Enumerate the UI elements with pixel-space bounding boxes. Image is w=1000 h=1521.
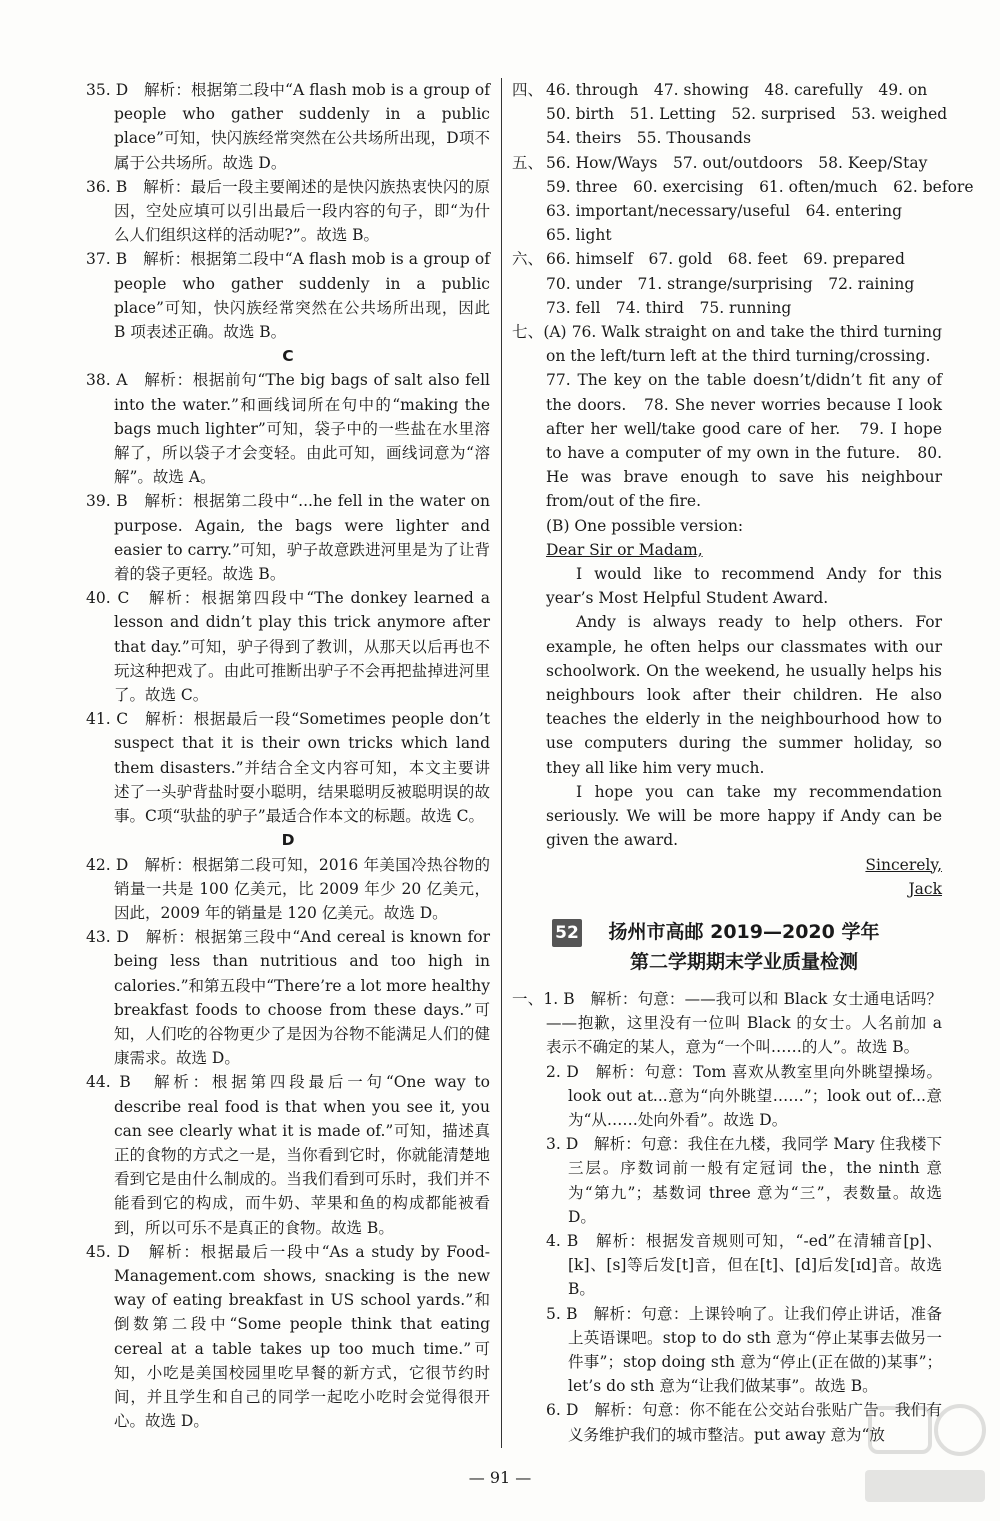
answer-item: 2. D 解析：句意：Tom 喜欢从教室里向外眺望操场。look out at...意为“向外眺望……”；look out of...意为“从……处向外看”。故选 D。 [546,1062,942,1129]
fill-answer-line [512,102,948,126]
part-lead: 六、 [512,250,544,269]
fill-answer-line [512,151,942,175]
fill-answer-line [512,78,942,102]
answer-item: 39. B 解析：根据第二段中“...he fell in the water on purpose. Again, the bags were lighter and easier to carry.”可知，驴子故意跌进河里是为了让背着的袋子更轻。故选 B。 [86,492,490,584]
part-lead [512,272,546,296]
section-answers [512,987,942,1447]
answer-text: 63. important/necessary/useful 64. entering [546,202,903,221]
left-answers [86,78,490,1433]
essay-paragraph: I would like to recommend Andy for this year’s Most Helpful Student Award. [546,565,942,608]
essay-closing [512,853,942,877]
section-number-badge: 52 [552,919,582,947]
part-heading: C [282,347,294,366]
section-header [512,917,942,977]
page-number: — 91 — [468,1468,532,1487]
part-lead [512,296,546,320]
version-label: (B) One possible version: [546,516,744,535]
closing-text: Sincerely, [865,855,942,874]
answer-item: 42. D 解析：根据第二段可知，2016 年美国冷热谷物的销量一共是 100 亿美元，比 2009 年少 20 亿美元，因此，2009 年的销量是 120 亿美元。故选 D。 [86,855,490,922]
fill-answer-line [512,296,942,320]
answer-text: 66. himself 67. gold 68. feet 69. prepared [546,250,905,269]
part-lead: 五、 [512,153,544,172]
essay-signature [512,877,942,901]
essay-body [512,562,942,852]
part-lead [512,199,546,223]
signature-text: Jack [908,879,942,898]
column-divider [501,78,502,1448]
essay-paragraph: Andy is always ready to help others. For example, he often helps our classmates with our schoolwork. On the weekend, he usually helps his neighbours look after their children. He also teaches the elderly in the neighbourhood how to use computers during the summer holiday, so they all like him very much. [546,613,942,777]
section-title-line1: 扬州市高邮 2019—2020 学年 [608,920,880,943]
fill-answer-line [512,126,942,150]
answer-item: 45. D 解析：根据最后一段中“As a study by Food-Management.com shows, snacking is the new way of eating breakfast in US school yards.”和倒数第二段中“Some people think that eating cereal at a table takes up too much time.”可知，小吃是美国校园里吃早餐的新方式，它很节约时间，并且学生和自己的同学一起吃小吃时会觉得很开心。故选 D。 [86,1242,490,1431]
right-column [512,78,974,1447]
answer-item: 4. B 解析：根据发音规则可知，“-ed”在清辅音[p]、[k]、[s]等后发[t]音，但在[t]、[d]后发[ɪd]音。故选 B。 [546,1231,942,1299]
fill-answer-line [512,199,942,223]
answer-item: 3. D 解析：句意：我住在九楼，我同学 Mary 住我楼下三层。序数词前一般有定冠词 the，the ninth 意为“第九”；基数词 three 意为“三”，表数量。故选 D。 [546,1135,942,1226]
answer-item: 38. A 解析：根据前句“The big bags of salt also fell into the water.”和画线词所在句中的“making the bags much lighter”可知，袋子中的一些盐在水里溶解了，所以袋子才会变轻。由此可知，画线词意为“溶解”。故选 A。 [86,371,490,487]
section-titles [594,917,894,977]
part-lead [512,126,546,150]
fill-blank-answers [512,78,974,320]
answer-text: 46. through 47. showing 48. carefully 49. on [546,81,928,99]
answer-text: 70. under 71. strange/surprising 72. raining [546,274,915,293]
fill-answer-line [512,175,974,199]
answer-item: 41. C 解析：根据最后一段“Sometimes people don’t suspect that it is their own tricks which land them disasters.”并结合全文内容可知，本文主要讲述了一头驴背盐时耍小聪明，结果聪明反被聪明误的故事。C项“驮盐的驴子”最适合作本文的标题。故选 C。 [86,710,490,826]
answer-item: 44. B 解析：根据第四段最后一句“One way to describe real food is that when you see it, you can see clearly what it is made of.”可知，描述真正的食物的方式之一是，当你看到它时，你就能清楚地看到它是由什么制成的。当我们看到可乐时，我们并不能看到它的构成，而牛奶、苹果和鱼的构成都能被看到，所以可乐不是真正的食物。故选 B。 [86,1073,490,1237]
seven-a-answer: 七、(A) 76. Walk straight on and take the third turning on the left/turn left at the third turning/crossing. [512,323,942,366]
greeting-text: Dear Sir or Madam, [546,540,703,559]
part-lead [512,175,546,199]
answer-text: 54. theirs 55. Thousands [546,129,752,148]
answer-item: 6. D 解析：句意：你不能在公交站台张贴广告。我们有义务维护我们的城市整洁。put away 意为“放 [546,1401,942,1444]
watermark-logo-icon [860,1400,990,1510]
essay-greeting [512,538,942,562]
part-lead [512,102,546,126]
fill-answer-line [512,247,942,271]
answer-item: 43. D 解析：根据第三段中“And cereal is known for being less than nutritious and too high in calories.”和第五段中“There’re a lot more healthy breakfast foods to choose from these days.”可知，人们吃的谷物更少了是因为谷物不能满足人们的健康需求。故选 D。 [86,928,490,1068]
answer-item: 一、1. B 解析：句意：——我可以和 Black 女士通电话吗？——抱歉，这里没有一位叫 Black 的女士。人名前加 a 表示不确定的某人，意为“一个叫……的人”。故选 B。 [512,989,942,1057]
part-lead [512,223,546,247]
fill-answer-line [512,223,942,247]
seven-a-rest: 77. The key on the table doesn’t/didn’t fit any of the doors. 78. She never worries because I look after her well/take good care of her. 79. I hope to have a computer of my own in the future. 80. He was brave enough to save his neighbour from/out of the fire. [546,371,942,511]
essay-paragraph: I hope you can take my recommendation seriously. We will be more happy if Andy can be given the award. [546,782,942,850]
answer-text: 65. light [546,226,612,245]
answer-item: 36. B 解析：最后一段主要阐述的是快闪族热衷快闪的原因，空处应填可以引出最后一段内容的句子，即“为什么人们组织这样的活动呢?”。故选 B。 [86,177,490,245]
part-lead: 四、 [512,81,544,99]
answer-item: 40. C 解析：根据第四段中“The donkey learned a lesson and didn’t play this trick anymore after that day.”可知，驴子得到了教训，从那天以后再也不玩这种把戏了。由此可推断出驴子不会再把盐掉进河里了。故选 C。 [86,589,490,705]
part-heading: D [281,831,295,850]
answer-item: 5. B 解析：句意：上课铃响了。让我们停止讲话，准备上英语课吧。stop to do sth 意为“停止某事去做另一件事”；stop doing sth 意为“停止(正在做的)某事”；let’s do sth 意为“让我们做某事”。故选 B。 [546,1304,942,1396]
answer-text: 56. How/Ways 57. out/outdoors 58. Keep/Stay [546,153,928,172]
answer-text: 73. fell 74. third 75. running [546,298,792,317]
fill-answer-line [512,272,942,296]
left-column [86,78,490,1433]
answer-item: 35. D 解析：根据第二段中“A flash mob is a group of people who gather suddenly in a public place”可知，快闪族经常突然在公共场所出现，D项不属于公共场所。故选 D。 [86,81,490,172]
section-title-line2: 第二学期期末学业质量检测 [629,950,858,973]
answer-text: 50. birth 51. Letting 52. surprised 53. weighed [546,105,948,124]
answer-text: 59. three 60. exercising 61. often/much 62. before [546,177,974,196]
answer-item: 37. B 解析：根据第二段中“A flash mob is a group of people who gather suddenly in a public place”可知，快闪族经常突然在公共场所出现，因此 B 项表述正确。故选 B。 [86,250,490,342]
